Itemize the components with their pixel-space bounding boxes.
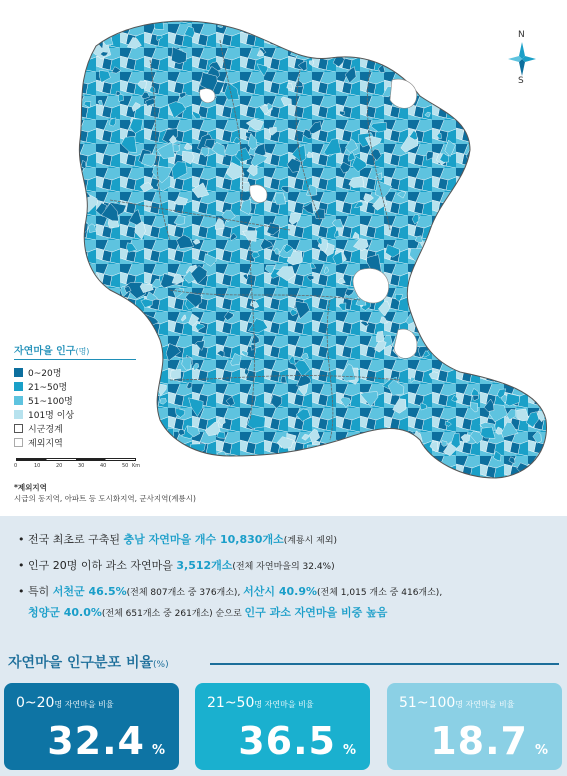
village-cell xyxy=(215,461,228,475)
village-cell xyxy=(376,331,383,342)
map-legend xyxy=(14,342,136,449)
village-cell xyxy=(313,457,320,463)
village-cell xyxy=(287,456,303,474)
map-note: *제외지역 시급의 동지역, 아파트 등 도시화지역, 군사지역(계룡시) xyxy=(14,483,196,503)
village-cell xyxy=(458,297,469,309)
legend-item-excluded: 제외지역 xyxy=(14,435,136,449)
village-cell xyxy=(519,199,527,205)
village-cell xyxy=(151,470,160,479)
village-cell xyxy=(173,144,179,152)
section-title: 자연마을 인구분포 비율(%) xyxy=(8,655,169,671)
village-cell xyxy=(507,129,518,142)
village-cell xyxy=(160,449,174,466)
card-51-100-value: 18.7 xyxy=(430,719,528,763)
village-cell xyxy=(152,431,166,442)
legend-item-21-50: 21~50명 xyxy=(14,379,136,393)
village-cell xyxy=(430,35,441,46)
village-cell xyxy=(424,76,433,85)
village-cell xyxy=(260,32,266,38)
village-cell xyxy=(384,23,393,38)
village-cell xyxy=(132,327,144,343)
village-cell xyxy=(423,249,440,266)
village-cell xyxy=(152,385,157,392)
village-cell xyxy=(511,192,523,200)
village-cell xyxy=(540,378,548,389)
village-cell xyxy=(509,260,515,267)
village-cell xyxy=(441,316,457,334)
village-cell xyxy=(385,41,391,47)
village-cell xyxy=(147,436,152,442)
bullet-1: • 전국 최초로 구축된 충남 자연마을 개수 10,830개소(계룡시 제외) xyxy=(18,530,558,551)
bullet-3-continued: 청양군 40.0%(전체 651개소 중 261개소) 순으로 인구 과소 자연마을 비중 높음 xyxy=(28,606,388,619)
village-cell xyxy=(494,266,512,281)
village-cell xyxy=(79,27,93,44)
card-0-20-label: 0~20명 자연마을 비율 xyxy=(16,695,114,711)
village-cell xyxy=(459,330,470,346)
village-cell xyxy=(486,315,500,333)
village-cell xyxy=(476,40,482,46)
village-cell xyxy=(468,293,473,300)
section-rule xyxy=(210,663,559,665)
village-cell xyxy=(528,298,540,311)
village-cell xyxy=(486,235,497,249)
village-cell xyxy=(380,448,396,464)
legend-item-51-100: 51~100명 xyxy=(14,393,136,407)
village-cell xyxy=(148,442,153,447)
village-cell xyxy=(190,444,206,455)
bullet-2: • 인구 20명 이하 과소 자연마을 3,512개소(전체 자연마을의 32.4%) xyxy=(18,556,558,577)
village-cell xyxy=(529,199,535,204)
village-cell xyxy=(475,171,488,190)
card-21-50-value: 36.5 xyxy=(238,719,336,763)
village-cell xyxy=(413,42,420,51)
village-cell xyxy=(520,121,531,132)
summary-bullets xyxy=(18,530,558,624)
village-cell xyxy=(393,58,403,71)
village-cell xyxy=(409,449,422,467)
village-cell xyxy=(414,272,424,284)
legend-title: 자연마을 인구(명) xyxy=(14,342,136,360)
village-cell xyxy=(477,340,484,345)
village-cell xyxy=(154,462,173,476)
village-cell xyxy=(494,134,501,141)
village-cell xyxy=(458,263,465,270)
village-cell xyxy=(353,444,368,459)
legend-item-0-20: 0~20명 xyxy=(14,365,136,379)
village-cell xyxy=(534,284,542,295)
village-cell xyxy=(492,290,510,303)
legend-item-boundary: 시군경계 xyxy=(14,421,136,435)
compass-star-icon xyxy=(508,42,536,76)
village-cell xyxy=(504,235,513,249)
village-cell xyxy=(287,83,293,89)
village-cell xyxy=(422,63,429,71)
village-cell xyxy=(429,77,436,85)
village-cell xyxy=(153,13,164,29)
village-cell xyxy=(529,19,538,28)
village-cell xyxy=(462,271,473,280)
village-cell xyxy=(86,274,101,289)
bullet-3: • 특히 서천군 46.5%(전체 807개소 중 376개소), 서산시 40.9%(전체 1,015 개소 중 416개소), xyxy=(18,582,558,603)
village-cell xyxy=(297,452,305,459)
village-cell xyxy=(529,270,545,281)
card-0-20 xyxy=(4,683,179,770)
village-cell xyxy=(367,431,378,445)
card-21-50 xyxy=(195,683,370,770)
compass-south-label: S xyxy=(518,76,524,86)
village-cell xyxy=(502,14,515,26)
village-cell xyxy=(534,163,553,181)
village-cell xyxy=(272,18,282,31)
village-cell xyxy=(523,16,532,25)
village-cell xyxy=(435,60,444,67)
scale-bar: 0 10 20 30 40 50 Km xyxy=(14,456,144,472)
legend-item-101-plus: 101명 이상 xyxy=(14,407,136,421)
compass-rose xyxy=(504,30,540,86)
village-cell xyxy=(326,452,331,457)
village-cell xyxy=(379,443,384,451)
card-0-20-value: 32.4 xyxy=(47,719,145,763)
village-cell xyxy=(354,46,363,54)
village-cell xyxy=(478,189,497,204)
village-cell xyxy=(469,340,476,350)
village-cell xyxy=(435,316,452,329)
village-cell xyxy=(468,109,473,116)
village-cell xyxy=(480,170,488,178)
village-cell xyxy=(417,35,423,40)
village-cell xyxy=(171,369,181,379)
village-cell xyxy=(467,62,478,71)
village-cell xyxy=(281,377,286,383)
card-51-100-label: 51~100명 자연마을 비율 xyxy=(399,695,515,711)
village-cell xyxy=(423,466,430,473)
village-cell xyxy=(475,336,483,343)
village-cell xyxy=(488,202,494,210)
village-cell xyxy=(465,271,477,280)
village-cell xyxy=(373,458,385,470)
village-cell xyxy=(503,345,510,358)
village-cell xyxy=(539,230,544,235)
village-cell xyxy=(334,452,343,459)
card-0-20-pct: % xyxy=(151,743,165,758)
village-cell xyxy=(493,154,506,166)
village-cell xyxy=(439,21,449,35)
card-21-50-label: 21~50명 자연마을 비율 xyxy=(207,695,314,711)
village-cell xyxy=(530,269,539,277)
village-cell xyxy=(535,96,548,108)
village-cell xyxy=(449,347,456,354)
village-cell xyxy=(524,342,535,354)
village-cell xyxy=(431,307,451,323)
card-51-100 xyxy=(387,683,562,770)
card-21-50-pct: % xyxy=(342,743,356,758)
village-cell xyxy=(189,454,197,462)
village-cell xyxy=(499,312,504,317)
village-cell xyxy=(90,290,99,301)
village-cell xyxy=(528,127,544,143)
village-cell xyxy=(545,129,553,138)
village-cell xyxy=(461,298,477,314)
village-cell xyxy=(468,364,477,371)
compass-north-label: N xyxy=(518,30,525,40)
card-51-100-pct: % xyxy=(534,743,548,758)
village-cell xyxy=(454,345,460,352)
village-cell xyxy=(87,22,93,28)
